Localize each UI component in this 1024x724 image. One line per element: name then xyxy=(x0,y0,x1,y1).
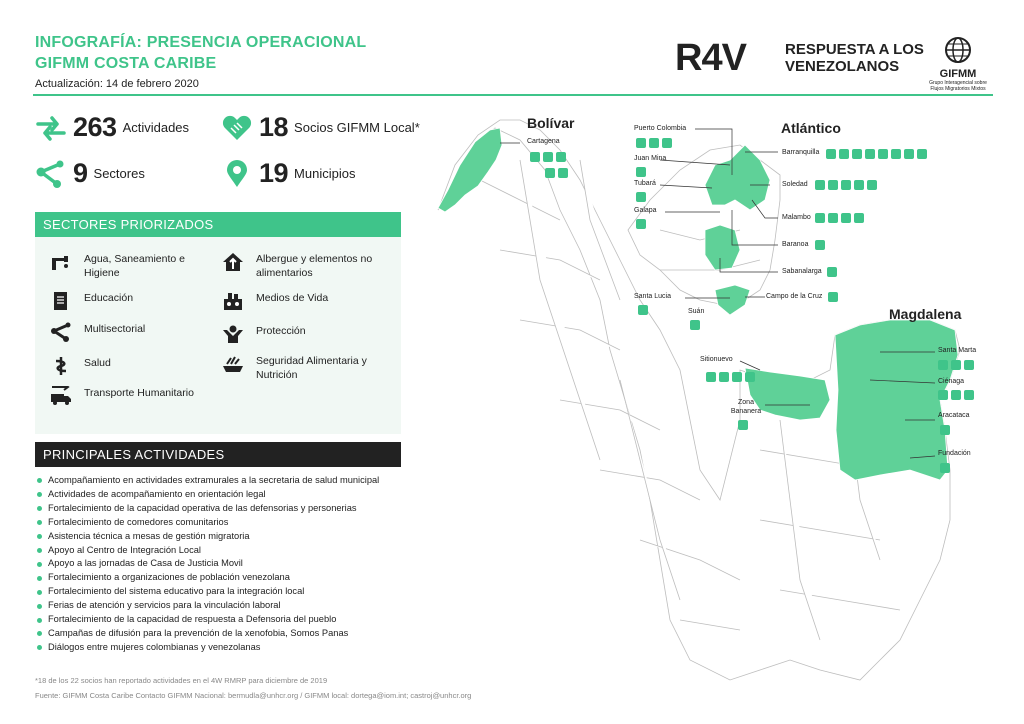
sector-icon-group xyxy=(815,240,825,250)
municipality-label: Soledad xyxy=(782,181,808,188)
list-item: Fortalecimiento de comedores comunitarios xyxy=(37,516,417,530)
sector-icon-group xyxy=(826,149,927,159)
sector-label: Protección xyxy=(256,325,306,337)
sector-label: Agua, Saneamiento e Higiene xyxy=(84,253,185,279)
sector-icon xyxy=(662,138,672,148)
partners-label: Socios GIFMM Local* xyxy=(294,120,420,135)
sector-icon xyxy=(951,390,961,400)
r4v-tagline-line-2: VENEZOLANOS xyxy=(785,58,900,75)
list-item: Diálogos entre mujeres colombianas y venezolanas xyxy=(37,641,417,655)
sectors-label: Sectores xyxy=(93,166,145,181)
municipality-label: Cartagena xyxy=(527,138,560,145)
sector-icon xyxy=(841,213,851,223)
sector-icon-group xyxy=(636,167,646,177)
municipality-label: Baranoa xyxy=(782,241,809,248)
sectors-panel-heading: SECTORES PRIORIZADOS xyxy=(35,212,401,237)
list-item: Apoyo al Centro de Integración Local xyxy=(37,544,417,558)
municipalities-count: 19 xyxy=(259,158,289,188)
sector-icon xyxy=(904,149,914,159)
sector-icon-group xyxy=(545,168,568,178)
activities-label: Actividades xyxy=(122,120,190,135)
sector-icon xyxy=(839,149,849,159)
sector-icon xyxy=(545,168,555,178)
list-item: Fortalecimiento de la capacidad operativa de las defensorias y personerias xyxy=(37,502,417,516)
sector-icon-group xyxy=(690,320,700,330)
municipality-label: Sabanalarga xyxy=(782,268,822,275)
sector-icon-group xyxy=(938,390,974,400)
title-line-2: GIFMM COSTA CARIBE xyxy=(35,55,217,72)
department-label: Bolívar xyxy=(527,115,575,131)
sector-icon-group xyxy=(738,420,748,430)
municipality-label: Zona Bananera xyxy=(730,399,762,415)
sector-label: Educación xyxy=(84,292,134,304)
municipality-label: Malambo xyxy=(782,214,811,221)
sector-icon-group xyxy=(828,292,838,302)
r4v-tagline-line-1: RESPUESTA A LOS xyxy=(785,41,924,58)
sector-icon-group xyxy=(636,138,672,148)
sector-icon xyxy=(852,149,862,159)
sector-icon xyxy=(815,240,825,250)
municipality-label: Tubará xyxy=(634,180,656,187)
municipality-label: Ciénaga xyxy=(938,378,965,385)
list-item: Campañas de difusión para la prevención de la xenofobia, Somos Panas xyxy=(37,627,417,641)
sector-icon xyxy=(826,149,836,159)
gifmm-logo-sub: Grupo Interagencial sobre Flujos Migratorios Mixtos xyxy=(929,80,987,92)
partners-count: 18 xyxy=(259,112,289,142)
gifmm-logo-label: GIFMM xyxy=(939,68,977,80)
sector-label: Multisectorial xyxy=(84,323,146,335)
municipality-label: Fundación xyxy=(938,450,971,457)
list-item: Asistencia técnica a mesas de gestión migratoria xyxy=(37,530,417,544)
sector-label: Salud xyxy=(84,357,111,369)
sector-icon xyxy=(828,180,838,190)
sector-icon-group xyxy=(940,425,950,435)
sector-label: Seguridad Alimentaria y Nutrición xyxy=(256,355,367,381)
municipality-cartagena-shape xyxy=(438,128,502,212)
sector-icon xyxy=(649,138,659,148)
sector-icon xyxy=(865,149,875,159)
sector-icon xyxy=(719,372,729,382)
sector-icon xyxy=(854,180,864,190)
sector-icon-group xyxy=(636,192,646,202)
department-label: Atlántico xyxy=(781,120,841,136)
update-date: Actualización: 14 de febrero 2020 xyxy=(35,78,199,90)
list-item: Ferias de atención y servicios para la vinculación laboral xyxy=(37,599,417,613)
sector-icon xyxy=(951,360,961,370)
sectors-count: 9 xyxy=(73,158,88,188)
sector-icon xyxy=(891,149,901,159)
title-line-1: INFOGRAFÍA: PRESENCIA OPERACIONAL xyxy=(35,34,367,51)
municipality-label: Sitionuevo xyxy=(700,356,733,363)
sector-icon-group xyxy=(636,219,646,229)
municipality-label: Suán xyxy=(688,308,705,315)
sector-icon xyxy=(938,390,948,400)
department-label: Magdalena xyxy=(889,306,962,322)
sector-icon xyxy=(828,292,838,302)
sector-icon xyxy=(738,420,748,430)
sector-icon xyxy=(745,372,755,382)
municipality-label: Campo de la Cruz xyxy=(766,293,823,300)
sector-icon xyxy=(964,360,974,370)
sector-icon-group xyxy=(938,360,974,370)
activities-panel-heading: PRINCIPALES ACTIVIDADES xyxy=(35,442,401,467)
sector-icon xyxy=(878,149,888,159)
sector-icon-group xyxy=(638,305,648,315)
sector-icon xyxy=(940,425,950,435)
municipality-label: Barranquilla xyxy=(782,149,820,156)
sector-icon xyxy=(556,152,566,162)
sector-label: Transporte Humanitario xyxy=(84,387,194,399)
sector-icon xyxy=(867,180,877,190)
list-item: Fortalecimiento del sistema educativo para la integración local xyxy=(37,585,417,599)
sector-icon xyxy=(530,152,540,162)
sector-icon xyxy=(938,360,948,370)
sector-icon xyxy=(940,463,950,473)
sector-icon xyxy=(543,152,553,162)
list-item: Acompañamiento en actividades extramurales a la secretaria de salud municipal xyxy=(37,474,417,488)
sector-icon xyxy=(917,149,927,159)
municipality-label: Santa Lucia xyxy=(634,293,671,300)
sector-icon xyxy=(732,372,742,382)
atlantico-south-shape xyxy=(715,285,750,315)
sector-icon-group xyxy=(815,180,877,190)
activities-count: 263 xyxy=(73,112,117,142)
sector-icon xyxy=(638,305,648,315)
sector-label: Albergue y elementos no alimentarios xyxy=(256,253,373,279)
list-item: Actividades de acompañamiento en orientación legal xyxy=(37,488,417,502)
sector-icon xyxy=(841,180,851,190)
municipality-label: Galapa xyxy=(634,207,657,214)
list-item: Apoyo a las jornadas de Casa de Justicia Movil xyxy=(37,557,417,571)
sector-icon xyxy=(706,372,716,382)
sector-icon xyxy=(636,219,646,229)
municipality-label: Aracataca xyxy=(938,412,970,419)
sector-icon-group xyxy=(815,213,864,223)
sector-icon xyxy=(964,390,974,400)
sector-icon-group xyxy=(530,152,566,162)
sector-icon xyxy=(636,192,646,202)
list-item: Fortalecimiento a organizaciones de población venezolana xyxy=(37,571,417,585)
sector-icon-group xyxy=(827,267,837,277)
municipality-label: Puerto Colombia xyxy=(634,125,687,132)
sector-icon xyxy=(636,167,646,177)
sector-icon xyxy=(636,138,646,148)
municipality-label: Santa Marta xyxy=(938,347,977,354)
sector-icon xyxy=(854,213,864,223)
source-line: Fuente: GIFMM Costa Caribe Contacto GIFMM Nacional: bermudla@unhcr.org / GIFMM local: dortega@iom.int; castroj@unhcr.org xyxy=(35,691,472,700)
sector-icon xyxy=(828,213,838,223)
sector-icon xyxy=(815,180,825,190)
sector-icon xyxy=(827,267,837,277)
footnote: *18 de los 22 socios han reportado actividades en el 4W RMRP para diciembre de 2019 xyxy=(35,676,328,685)
sector-icon xyxy=(815,213,825,223)
sector-icon-group xyxy=(706,372,755,382)
r4v-logo: R4V xyxy=(675,37,746,79)
sector-icon xyxy=(558,168,568,178)
sector-label: Medios de Vida xyxy=(256,292,329,304)
sector-icon-group xyxy=(940,463,950,473)
municipalities-label: Municipios xyxy=(294,166,356,181)
list-item: Fortalecimiento de la capacidad de respuesta a Defensoria del pueblo xyxy=(37,613,417,627)
municipality-label: Juan Mina xyxy=(634,155,667,162)
sector-icon xyxy=(690,320,700,330)
